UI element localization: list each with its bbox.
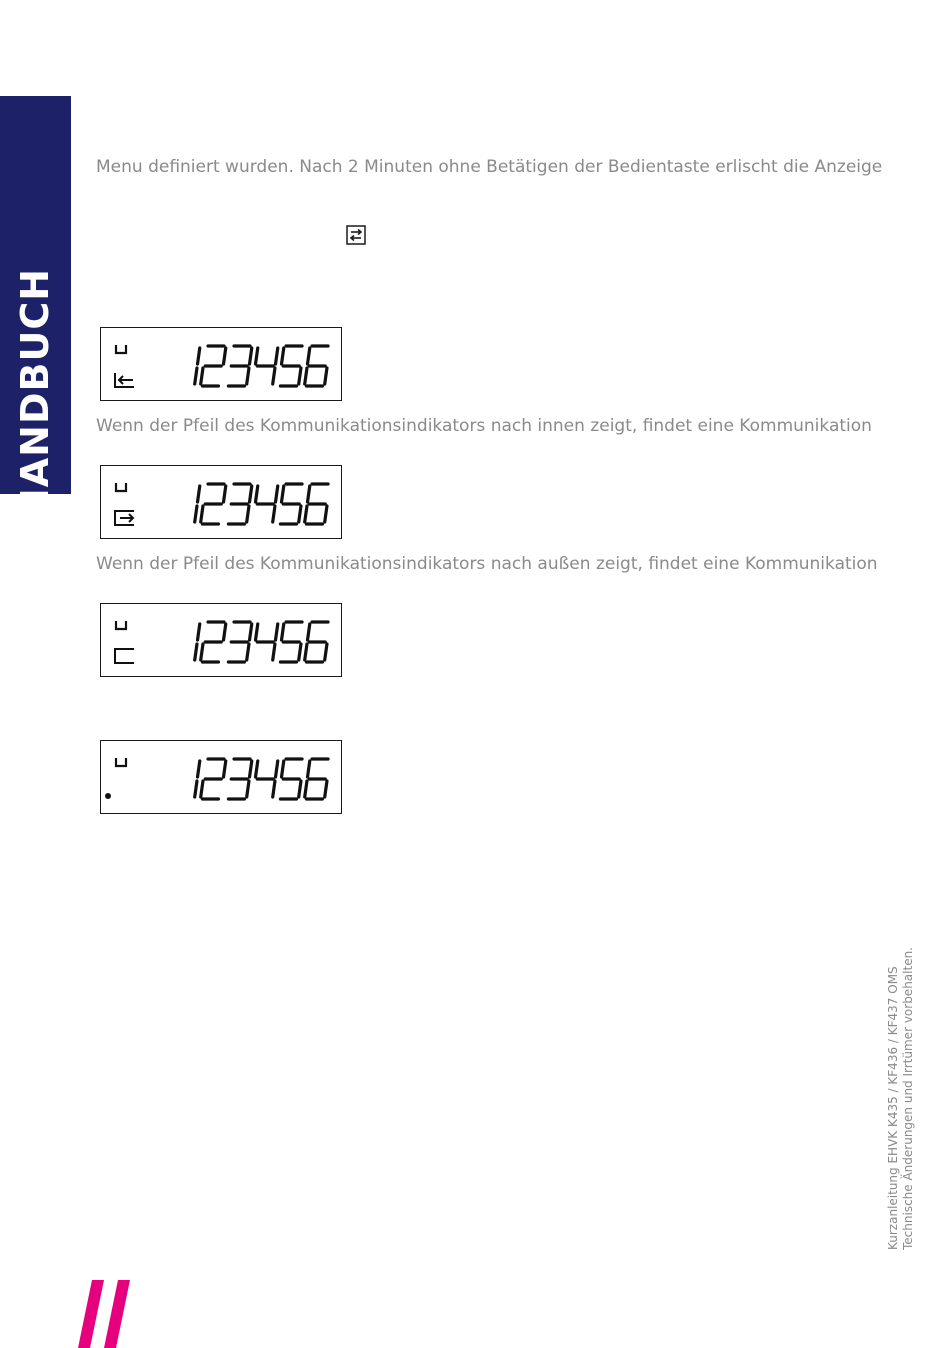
lcd-segment (299, 781, 301, 797)
lcd-segment (273, 368, 275, 384)
lcd-segment (273, 644, 275, 660)
lcd-segment (201, 368, 203, 384)
lcd-segment (256, 348, 258, 364)
brand-slashes-logo (78, 1278, 138, 1348)
lcd-segment (308, 624, 310, 640)
lcd-segment (299, 506, 301, 522)
lcd-segment (308, 486, 310, 502)
lcd-segment (198, 486, 200, 502)
lcd-segment (325, 368, 327, 384)
lcd-digits (171, 618, 331, 666)
lcd-segment (247, 506, 249, 522)
lcd-segment (273, 781, 275, 797)
lcd-segment (224, 348, 226, 364)
lcd-segment (256, 486, 258, 502)
lcd-segment (195, 781, 197, 797)
lcd-segment (325, 781, 327, 797)
dot-icon (103, 784, 127, 802)
arrow-in-icon (112, 371, 136, 389)
lcd-segment (325, 506, 327, 522)
lcd-segment (282, 624, 284, 640)
paragraph-3: Wenn der Pfeil des Kommunikationsindikators nach außen zeigt, findet eine Kommunikation (96, 554, 878, 574)
unit-icon (114, 344, 128, 355)
lcd-display-3 (100, 603, 342, 677)
lcd-segment (247, 368, 249, 384)
footer-note (886, 947, 916, 1250)
lcd-digits (171, 755, 331, 803)
lcd-segment (276, 761, 278, 777)
lcd-segment (247, 781, 249, 797)
lcd-display-4 (100, 740, 342, 814)
lcd-segment (325, 644, 327, 660)
lcd-segment (282, 761, 284, 777)
lcd-segment (250, 486, 252, 502)
arrow-out-icon (112, 509, 136, 527)
communication-indicator-icon (346, 225, 366, 245)
paragraph-1: Menu definiert wurden. Nach 2 Minuten ohne Betätigen der Bedientaste erlischt die Anzeige (96, 157, 883, 177)
lcd-digits (171, 480, 331, 528)
lcd-segment (276, 624, 278, 640)
lcd-segment (201, 644, 203, 660)
lcd-segment (256, 761, 258, 777)
lcd-segment (305, 506, 307, 522)
lcd-segment (195, 506, 197, 522)
lcd-segment (250, 348, 252, 364)
lcd-segment (276, 348, 278, 364)
bracket-icon (112, 647, 136, 665)
lcd-segment (299, 644, 301, 660)
lcd-segment (224, 624, 226, 640)
sidebar-tab (0, 96, 71, 565)
lcd-segment (198, 348, 200, 364)
lcd-display-2 (100, 465, 342, 539)
lcd-segment (195, 368, 197, 384)
lcd-segment (282, 348, 284, 364)
lcd-segment (299, 368, 301, 384)
lcd-segment (201, 506, 203, 522)
lcd-display-1 (100, 327, 342, 401)
lcd-digits (171, 342, 331, 390)
lcd-segment (305, 644, 307, 660)
lcd-segment (256, 624, 258, 640)
lcd-segment (198, 761, 200, 777)
lcd-segment (308, 348, 310, 364)
lcd-segment (250, 761, 252, 777)
lcd-segment (224, 486, 226, 502)
lcd-segment (198, 624, 200, 640)
unit-icon (114, 757, 128, 768)
lcd-segment (305, 368, 307, 384)
lcd-segment (308, 761, 310, 777)
lcd-segment (247, 644, 249, 660)
lcd-segment (276, 486, 278, 502)
lcd-segment (195, 644, 197, 660)
unit-icon (114, 620, 128, 631)
lcd-segment (250, 624, 252, 640)
paragraph-2: Wenn der Pfeil des Kommunikationsindikators nach innen zeigt, findet eine Kommunikation (96, 416, 872, 436)
footer-line-1: Kurzanleitung EHVK K435 / KF436 / KF437 OMS (886, 966, 900, 1250)
lcd-segment (282, 486, 284, 502)
footer-line-2: Technische Änderungen und Irrtümer vorbehalten. (901, 947, 915, 1250)
unit-icon (114, 482, 128, 493)
lcd-segment (224, 761, 226, 777)
lcd-segment (201, 781, 203, 797)
sidebar-label: // HANDBUCH (13, 267, 57, 565)
lcd-segment (273, 506, 275, 522)
lcd-segment (305, 781, 307, 797)
